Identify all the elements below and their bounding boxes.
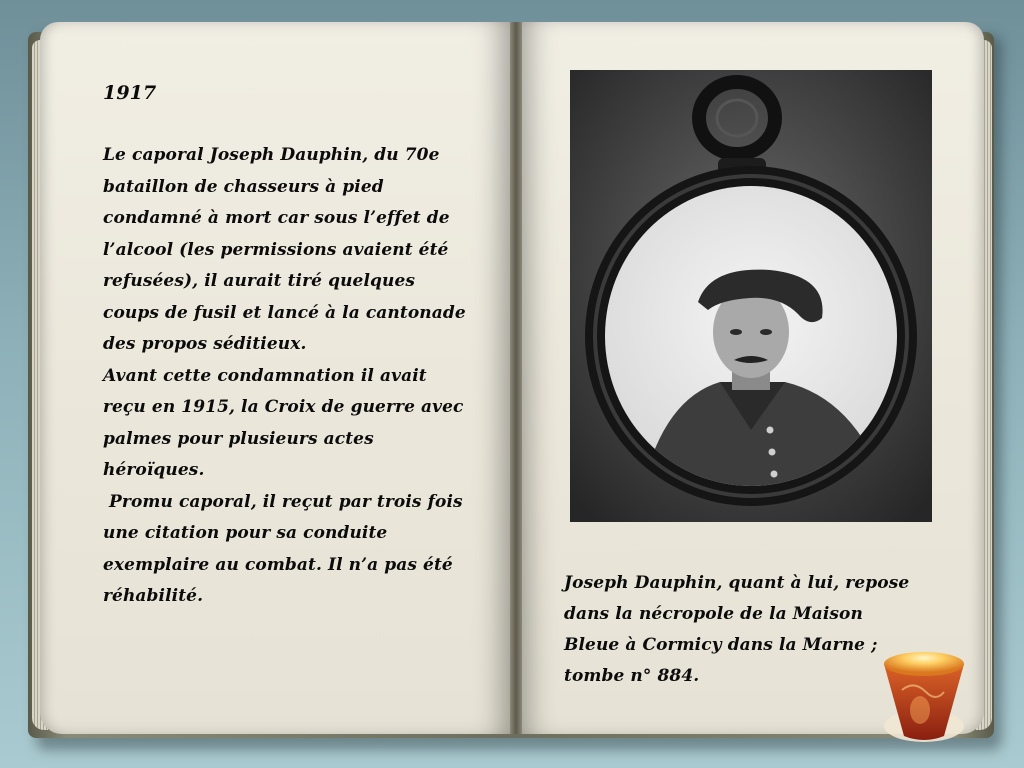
portrait-medallion-photo [570, 70, 932, 522]
year-heading: 1917 [103, 82, 157, 104]
open-book [26, 22, 998, 744]
biography-paragraph: Le caporal Joseph Dauphin, du 70e bataillon de chasseurs à pied condamné à mort car sous l’effet de l’alcool (les permissions avaient été refusées), il aurait tiré quelques coups de fusil et lancé à la cantonade des propos séditieux. Avant cette condamnation il avait reçu en 1915, la Croix de guerre avec palmes pour plusieurs actes héroïques. Promu caporal, il reçut par trois fois une citation pour sa conduite exemplaire au combat. Il n’a pas été réhabilité. [103, 145, 466, 606]
photo-caption: Joseph Dauphin, quant à lui, repose dans la nécropole de la Maison Bleue à Cormicy dans la Marne ; tombe n° 884. [564, 573, 910, 686]
book-spine [510, 22, 522, 734]
portrait-photo [570, 70, 932, 522]
candle-icon [874, 640, 970, 750]
